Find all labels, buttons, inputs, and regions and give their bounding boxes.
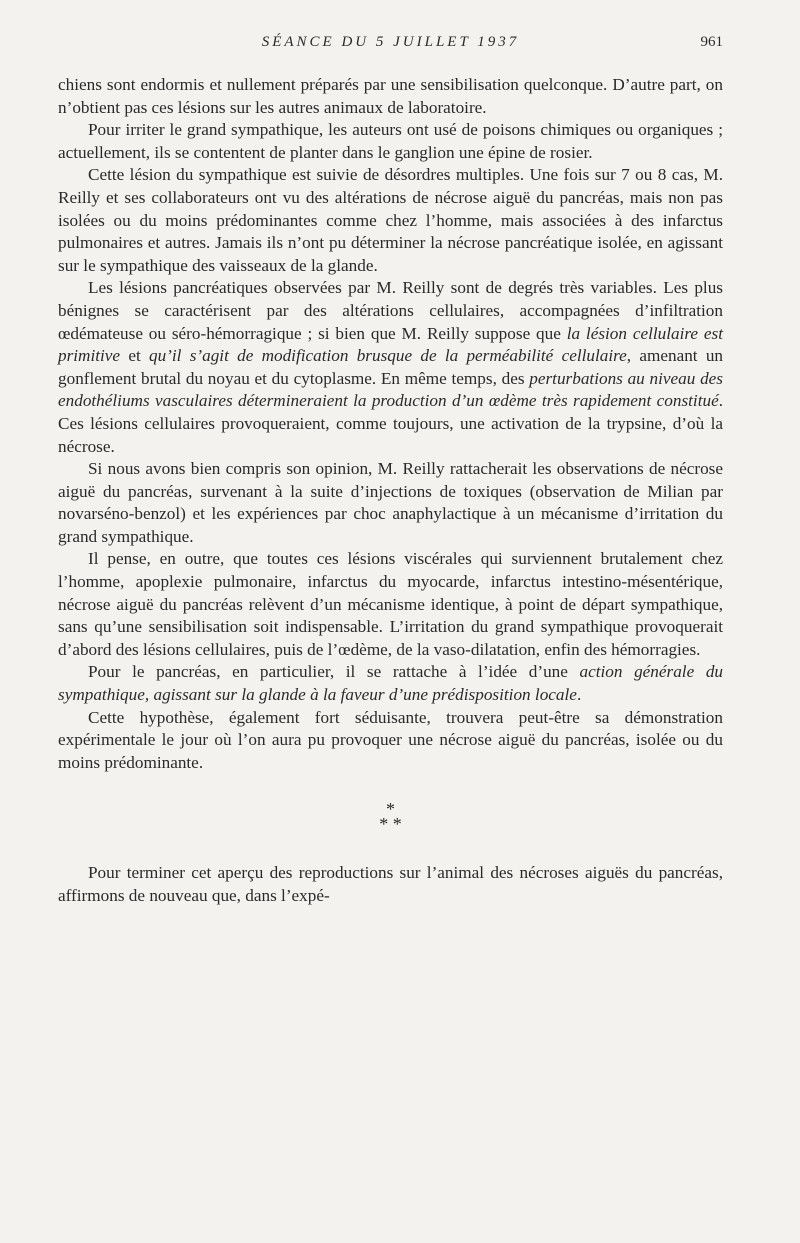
final-paragraph: Pour terminer cet aperçu des reproductions sur l’animal des nécroses aiguës du pancréas, affirmons de nouveau que, dans l’expé- xyxy=(58,863,723,905)
text-run: Pour irriter le grand sympathique, les auteurs ont usé de poisons chimiques ou organiques ; actuellement, ils se contentent de planter dans le ganglion une épine de rosier. xyxy=(58,120,723,162)
asterism xyxy=(58,799,723,835)
page-number: 961 xyxy=(700,34,723,50)
italic-text: qu’il s’agit de modification brusque de la perméabilité cellulaire xyxy=(148,346,627,366)
text-run: Les lésions pancréatiques observées par M. Reilly sont de degrés très variables. Les plus bénignes se caractérisent par des altérations cellulaires, accompagnées d’infiltration œdémateuse ou séro-hémorragique ; si bien que M. Reilly suppose que xyxy=(58,278,723,343)
paragraph xyxy=(58,119,723,164)
paragraph-list xyxy=(58,74,723,774)
paragraph xyxy=(58,707,723,775)
italic-text: perturbations au niveau des endothéliums vasculaires détermineraient la production d’un œdème très rapidement constitué xyxy=(58,368,723,411)
text-run: et xyxy=(120,346,149,366)
asterism-bottom: * * xyxy=(379,814,402,835)
paragraph xyxy=(58,74,723,119)
paragraph xyxy=(58,661,723,706)
text-run: Il pense, en outre, que toutes ces lésions viscérales qui surviennent brutalement chez l’homme, apoplexie pulmonaire, infarctus du myocarde, infarctus intestino-mésentérique, nécrose aiguë du pancréas relèvent d’un mécanisme identique, à point de départ sympathique, sans qu’une sensibilisation soit indispensable. L’irritation du grand sympathique provoquerait d’abord des lésions cellulaires, puis de l’œdème, de la vaso-dilatation, enfin des hémorragies. xyxy=(58,549,723,659)
italic-text: la lésion cellulaire est primitive xyxy=(58,323,724,366)
paragraph xyxy=(58,458,723,548)
text-run: chiens sont endormis et nullement préparés par une sensibilisation quelconque. D’autre part, on n’obtient pas ces lésions sur les autres animaux de laboratoire. xyxy=(58,75,723,117)
paragraph xyxy=(58,277,723,458)
text-run: . Ces lésions cellulaires provoqueraient, comme toujours, une activation de la trypsine, d’où la nécrose. xyxy=(58,391,723,456)
italic-text: action générale du sympathique, agissant sur la glande à la faveur d’une prédisposition locale xyxy=(58,662,724,705)
page-header xyxy=(58,34,723,58)
paragraph xyxy=(58,548,723,661)
text-run: Cette hypothèse, également fort séduisante, trouvera peut-être sa démonstration expérimentale le jour où l’on aura pu provoquer une nécrose aiguë du pancréas, isolée ou du moins prédominante. xyxy=(58,707,723,772)
paragraph xyxy=(58,164,723,277)
text-run: Si nous avons bien compris son opinion, M. Reilly rattacherait les observations de nécrose aiguë du pancréas, survenant à la suite d’injections de toxiques (observation de Milian par novarséno-benzol) et les expériences par choc anaphylactique à un mécanisme d’irritation du grand sympathique. xyxy=(58,459,723,546)
text-run: Cette lésion du sympathique est suivie de désordres multiples. Une fois sur 7 ou 8 cas, M. Reilly et ses collaborateurs ont vu des altérations de nécrose aiguë du pancréas, mais non pas isolées ou du moins prédominantes comme chez l’homme, mais associées à des infarctus pulmonaires et autres. Jamais ils n’ont pu déterminer la nécrose pancréatique isolée, en agissant sur le sympathique des vaisseaux de la glande. xyxy=(58,165,723,275)
text-run: Pour le pancréas, en particulier, il se rattache à l’idée d’une xyxy=(88,662,580,682)
body-text xyxy=(58,74,723,908)
text-run: . xyxy=(576,685,582,705)
running-head: SÉANCE DU 5 JUILLET 1937 xyxy=(261,34,520,50)
asterism-top: * xyxy=(386,799,395,820)
text-run: , amenant un gonflement brutal du noyau et du cytoplasme. En même temps, des xyxy=(58,346,724,388)
